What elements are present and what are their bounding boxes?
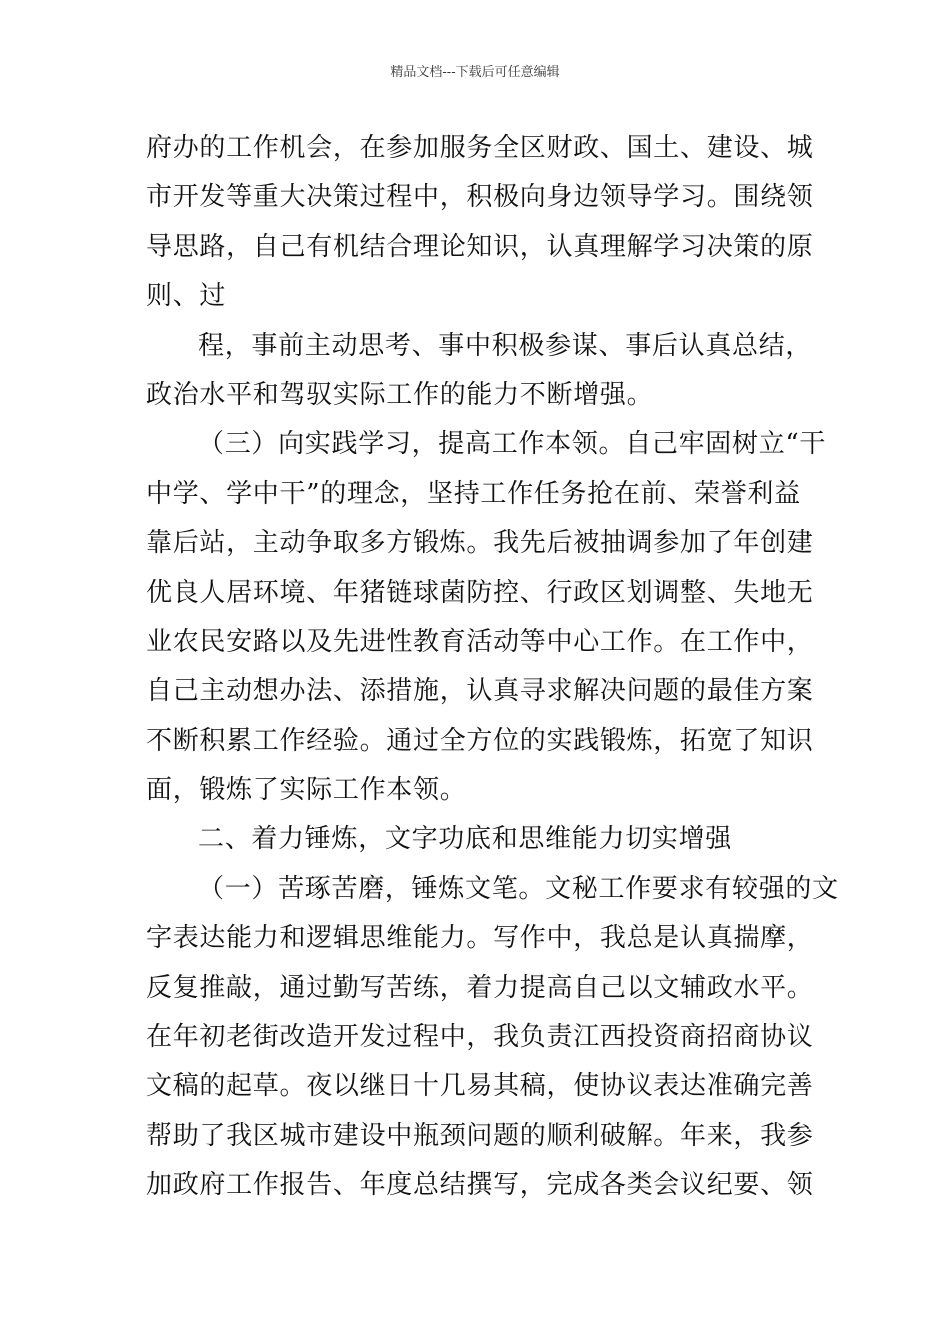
text-line: 自己主动想办法、添措施，认真寻求解决问题的最佳方案 xyxy=(146,676,814,707)
text-line: 导思路，自己有机结合理论知识，认真理解学习决策的原 xyxy=(146,231,814,262)
text-line: 业农民安路以及先进性教育活动等中心工作。在工作中， xyxy=(146,626,814,657)
text-line: 则、过 xyxy=(146,281,227,312)
text-line: 政治水平和驾驭实际工作的能力不断增强。 xyxy=(146,379,654,410)
text-line: （三）向实践学习，提高工作本领。自己牢固树立“干 xyxy=(198,429,827,460)
text-line: 反复推敲，通过勤写苦练，着力提高自己以文辅政水平。 xyxy=(146,972,814,1003)
text-line: 帮助了我区城市建设中瓶颈问题的顺利破解。年来，我参 xyxy=(146,1120,814,1151)
text-line: 不断积累工作经验。通过全方位的实践锻炼，拓宽了知识 xyxy=(146,725,814,756)
text-line: 加政府工作报告、年度总结撰写，完成各类会议纪要、领 xyxy=(146,1170,814,1201)
document-body xyxy=(146,124,839,1211)
text-line: 二、着力锤炼，文字功底和思维能力切实增强 xyxy=(198,824,733,855)
page-header: 精品文档---下载后可任意编辑 xyxy=(390,65,560,80)
text-line: 市开发等重大决策过程中，积极向身边领导学习。围绕领 xyxy=(146,182,814,213)
text-line: 文稿的起草。夜以继日十几易其稿，使协议表达准确完善 xyxy=(146,1071,814,1102)
text-line: 中学、学中干”的理念，坚持工作任务抢在前、荣誉利益 xyxy=(146,478,801,509)
text-line: 字表达能力和逻辑思维能力。写作中，我总是认真揣摩， xyxy=(146,923,814,954)
text-line: 优良人居环境、年猪链球菌防控、行政区划调整、失地无 xyxy=(146,577,814,608)
text-line: （一）苦琢苦磨，锤炼文笔。文秘工作要求有较强的文 xyxy=(198,873,839,904)
text-line: 程，事前主动思考、事中积极参谋、事后认真总结， xyxy=(198,330,813,361)
text-line: 靠后站，主动争取多方锻炼。我先后被抽调参加了年创建 xyxy=(146,528,814,559)
text-line: 府办的工作机会，在参加服务全区财政、国土、建设、城 xyxy=(146,133,814,163)
text-line: 面，锻炼了实际工作本领。 xyxy=(146,775,467,806)
text-line: 在年初老街改造开发过程中，我负责江西投资商招商协议 xyxy=(146,1022,814,1053)
